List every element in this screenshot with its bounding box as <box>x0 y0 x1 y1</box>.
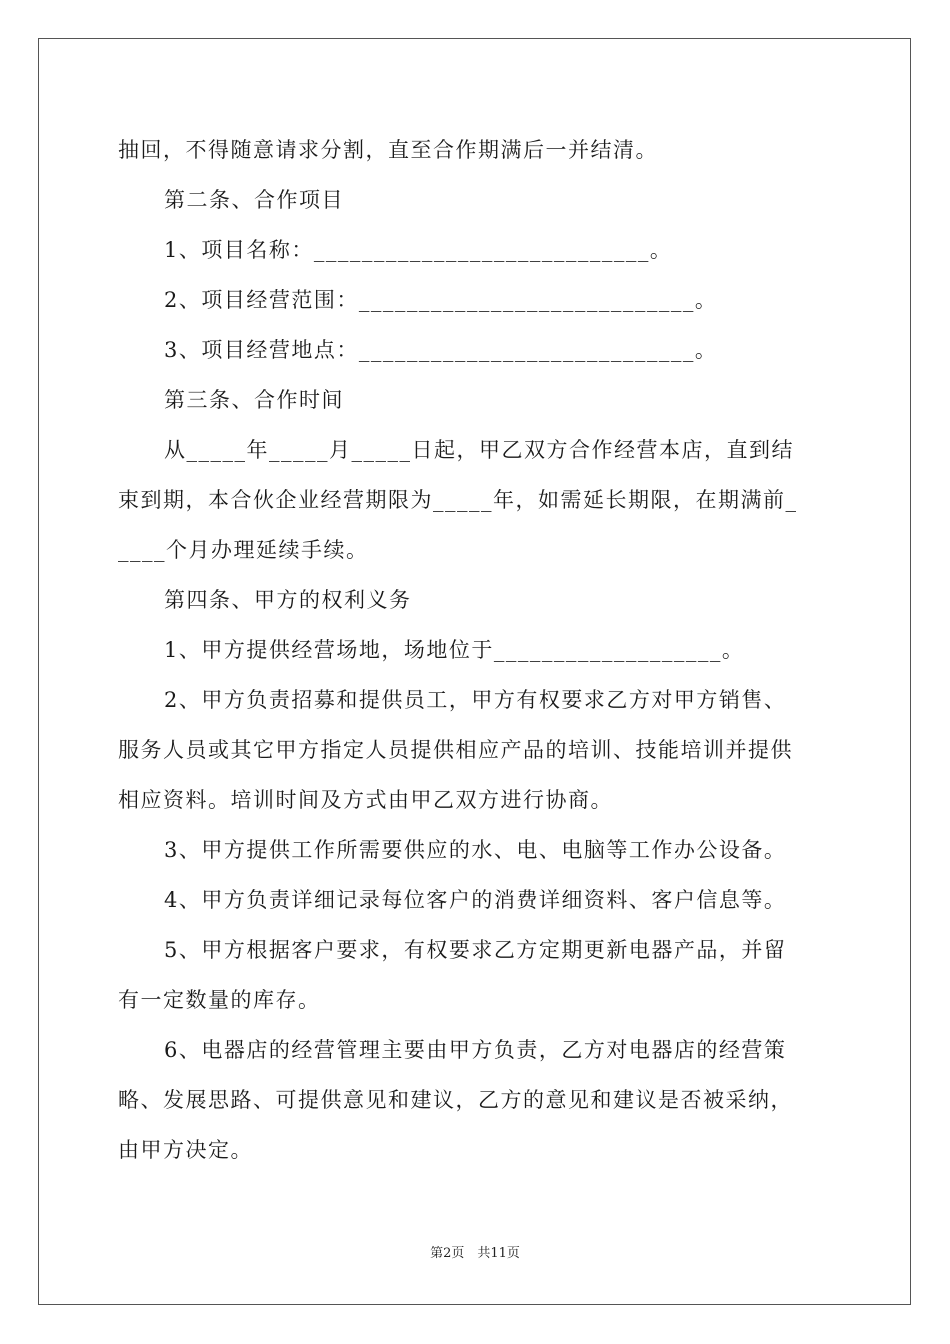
paragraph-line: 服务人员或其它甲方指定人员提供相应产品的培训、技能培训并提供 <box>118 738 793 762</box>
paragraph-line: 由甲方决定。 <box>118 1138 253 1162</box>
paragraph-line: 5、甲方根据客户要求，有权要求乙方定期更新电器产品，并留 <box>164 938 787 962</box>
paragraph-line: 从_____年_____月_____日起，甲乙双方合作经营本店，直到结 <box>164 438 794 462</box>
paragraph-line: 2、甲方负责招募和提供员工，甲方有权要求乙方对甲方销售、 <box>164 688 787 712</box>
paragraph-line: 1、甲方提供经营场地，场地位于___________________。 <box>164 638 745 662</box>
document-body <box>118 125 838 1175</box>
paragraph-line: 相应资料。培训时间及方式由甲乙双方进行协商。 <box>118 788 613 812</box>
section-heading-party-a-rights: 第四条、甲方的权利义务 <box>164 588 412 612</box>
paragraph-line: 4、甲方负责详细记录每位客户的消费详细资料、客户信息等。 <box>164 888 787 912</box>
page-number-footer: 第2页 共11页 <box>430 1246 520 1261</box>
paragraph-line: 3、甲方提供工作所需要供应的水、电、电脑等工作办公设备。 <box>164 838 787 862</box>
paragraph-line: 6、电器店的经营管理主要由甲方负责，乙方对电器店的经营策 <box>164 1038 787 1062</box>
paragraph-line: 2、项目经营范围：____________________________。 <box>164 288 718 312</box>
paragraph-line: ____个月办理延续手续。 <box>118 538 369 562</box>
paragraph-line: 有一定数量的库存。 <box>118 988 321 1012</box>
paragraph-line: 略、发展思路、可提供意见和建议，乙方的意见和建议是否被采纳， <box>118 1088 793 1112</box>
paragraph-line: 抽回，不得随意请求分割，直至合作期满后一并结清。 <box>118 138 658 162</box>
paragraph-line: 3、项目经营地点：____________________________。 <box>164 338 718 362</box>
section-heading-cooperation-project: 第二条、合作项目 <box>164 188 344 212</box>
paragraph-line: 束到期，本合伙企业经营期限为_____年，如需延长期限，在期满前_ <box>118 488 798 512</box>
section-heading-cooperation-time: 第三条、合作时间 <box>164 388 344 412</box>
paragraph-line: 1、项目名称：____________________________。 <box>164 238 673 262</box>
